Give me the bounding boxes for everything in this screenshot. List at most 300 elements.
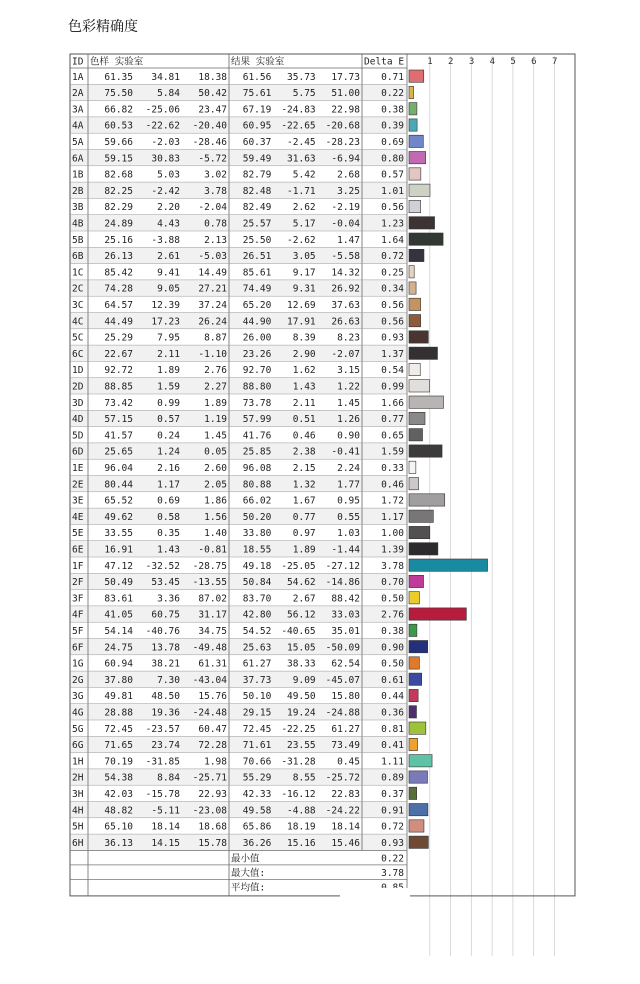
cell-sample-value: 1.40 xyxy=(204,528,227,540)
cell-result-value: -1.71 xyxy=(287,185,316,197)
cell-result-value: 75.61 xyxy=(242,88,272,100)
cell-id: 5A xyxy=(72,137,84,148)
cell-sample-value: 26.13 xyxy=(104,251,133,263)
delta-e-bar xyxy=(409,70,424,82)
cell-sample-value: 25.29 xyxy=(104,332,133,344)
cell-result-value: 0.95 xyxy=(337,495,360,507)
cell-sample-value: 1.17 xyxy=(157,479,180,491)
cell-sample-value: 0.99 xyxy=(157,397,180,409)
cell-result-value: 60.37 xyxy=(242,137,272,148)
cell-delta-e: 0.50 xyxy=(381,658,404,670)
cell-id: 3B xyxy=(72,202,84,214)
cell-result-value: 9.17 xyxy=(292,267,316,279)
cell-delta-e: 0.93 xyxy=(381,332,404,344)
cell-sample-value: 22.67 xyxy=(104,348,133,360)
cell-sample-value: 96.04 xyxy=(104,463,133,474)
cell-result-value: -2.19 xyxy=(331,202,360,214)
cell-result-value: 70.66 xyxy=(242,756,272,768)
cell-sample-value: 49.62 xyxy=(104,511,133,523)
cell-result-value: 92.70 xyxy=(242,365,272,377)
delta-e-bar xyxy=(409,478,419,490)
cell-sample-value: -20.40 xyxy=(192,120,227,132)
cell-delta-e: 0.70 xyxy=(381,577,404,589)
cell-result-value: 62.54 xyxy=(331,658,360,670)
delta-e-bar xyxy=(409,445,442,457)
cell-sample-value: -40.76 xyxy=(145,626,180,637)
scale-tick-label: 2 xyxy=(448,57,454,67)
cell-result-value: -6.94 xyxy=(331,153,360,165)
cell-result-value: 44.90 xyxy=(242,316,272,328)
cell-result-value: 88.80 xyxy=(242,381,272,393)
cell-result-value: 49.18 xyxy=(242,560,272,572)
cell-result-value: 8.55 xyxy=(292,772,316,784)
cell-result-value: 1.03 xyxy=(337,528,360,540)
cell-id: 5F xyxy=(72,626,84,637)
header-sample: 色样 实验室 xyxy=(90,56,144,68)
delta-e-bar xyxy=(409,543,438,555)
cell-id: 6F xyxy=(72,642,84,654)
cell-sample-value: -49.48 xyxy=(192,642,227,654)
cell-result-value: 12.69 xyxy=(287,300,316,311)
cell-result-value: 14.32 xyxy=(331,267,360,279)
cell-delta-e: 0.61 xyxy=(381,674,404,686)
delta-e-bar xyxy=(409,526,430,538)
cell-sample-value: 1.89 xyxy=(204,397,227,409)
delta-e-bar xyxy=(409,380,430,392)
cell-sample-value: 1.56 xyxy=(204,511,227,523)
cell-sample-value: 61.35 xyxy=(104,71,133,83)
cell-delta-e: 0.25 xyxy=(381,267,404,279)
cell-id: 4H xyxy=(72,805,84,817)
cell-sample-value: 59.15 xyxy=(104,153,133,165)
cell-result-value: 74.49 xyxy=(242,283,272,295)
cell-sample-value: 0.78 xyxy=(204,218,227,230)
cell-sample-value: 48.50 xyxy=(151,691,180,703)
cell-sample-value: 2.05 xyxy=(204,479,227,491)
delta-e-bar xyxy=(409,412,425,424)
cell-result-value: 15.16 xyxy=(287,837,316,849)
cell-id: 1C xyxy=(72,267,84,279)
cell-result-value: 65.20 xyxy=(242,300,272,311)
cell-result-value: 60.95 xyxy=(242,120,272,132)
cell-result-value: 5.75 xyxy=(292,88,316,100)
delta-e-bar xyxy=(409,200,421,212)
page-title: 色彩精确度 xyxy=(68,19,138,35)
cell-sample-value: 8.84 xyxy=(157,772,180,784)
cell-sample-value: 15.78 xyxy=(198,837,227,849)
cell-sample-value: 42.03 xyxy=(104,789,133,800)
cell-result-value: 80.88 xyxy=(242,479,272,491)
delta-e-bar xyxy=(409,103,417,115)
cell-sample-value: 22.93 xyxy=(198,789,227,800)
cell-id: 5G xyxy=(72,723,84,735)
cell-sample-value: 25.65 xyxy=(104,446,133,458)
cell-sample-value: 85.42 xyxy=(104,267,133,279)
cell-result-value: 41.76 xyxy=(242,430,272,442)
cell-sample-value: 14.15 xyxy=(151,837,180,849)
cell-result-value: 42.80 xyxy=(242,609,272,621)
cell-sample-value: 1.43 xyxy=(157,544,180,556)
cell-result-value: 25.63 xyxy=(242,642,272,654)
cell-result-value: 2.15 xyxy=(292,463,316,474)
cell-result-value: 22.83 xyxy=(331,789,360,800)
delta-e-bar xyxy=(409,282,416,294)
cell-sample-value: -0.81 xyxy=(198,544,227,556)
cell-delta-e: 0.56 xyxy=(381,316,404,328)
cell-sample-value: -23.57 xyxy=(145,723,180,735)
cell-sample-value: 24.75 xyxy=(104,642,133,654)
cell-delta-e: 0.38 xyxy=(381,104,404,116)
cell-sample-value: 1.86 xyxy=(204,495,227,507)
delta-e-bar xyxy=(409,266,414,278)
cell-delta-e: 0.54 xyxy=(381,365,404,377)
cell-result-value: -0.41 xyxy=(331,446,360,458)
cell-result-value: -2.45 xyxy=(287,137,316,148)
cell-result-value: 82.79 xyxy=(242,169,272,181)
cell-result-value: 3.25 xyxy=(337,185,360,197)
cell-sample-value: 65.52 xyxy=(104,495,133,507)
cell-id: 3D xyxy=(72,397,84,409)
cell-result-value: 9.09 xyxy=(292,674,316,686)
cell-sample-value: 5.84 xyxy=(157,88,180,100)
delta-e-bar xyxy=(409,119,417,131)
cell-sample-value: -25.06 xyxy=(145,104,180,116)
summary-label: 最大值: xyxy=(231,867,266,879)
cell-result-value: 2.38 xyxy=(292,446,316,458)
cell-sample-value: 61.31 xyxy=(198,658,227,670)
delta-e-bar xyxy=(409,298,421,310)
cell-sample-value: 2.60 xyxy=(204,463,227,474)
cell-id: 6H xyxy=(72,837,84,849)
cell-sample-value: 82.68 xyxy=(104,169,133,181)
cell-id: 1E xyxy=(72,463,84,474)
delta-e-bar xyxy=(409,396,443,408)
cell-sample-value: 13.78 xyxy=(151,642,180,654)
cell-sample-value: -31.85 xyxy=(145,756,180,768)
cell-delta-e: 1.17 xyxy=(381,511,404,523)
delta-e-bar xyxy=(409,184,430,196)
cell-result-value: 50.20 xyxy=(242,511,272,523)
cell-result-value: -31.28 xyxy=(281,756,316,768)
summary-value: 0.22 xyxy=(381,853,404,865)
cell-id: 6B xyxy=(72,251,84,263)
delta-e-bar xyxy=(409,494,445,506)
cell-sample-value: -1.10 xyxy=(198,348,227,360)
cell-result-value: 61.56 xyxy=(242,71,272,83)
cell-sample-value: 60.53 xyxy=(104,120,133,132)
cell-sample-value: 1.24 xyxy=(157,446,180,458)
cell-delta-e: 1.11 xyxy=(381,756,404,768)
delta-e-bar xyxy=(409,559,488,571)
cell-id: 5D xyxy=(72,430,84,442)
cell-result-value: 1.77 xyxy=(337,479,360,491)
cell-result-value: 3.15 xyxy=(337,365,360,377)
cell-sample-value: -15.78 xyxy=(145,789,180,800)
cell-sample-value: 16.91 xyxy=(104,544,133,556)
cell-sample-value: 23.74 xyxy=(151,740,180,752)
cell-result-value: 19.24 xyxy=(287,707,316,719)
delta-e-bar xyxy=(409,771,427,783)
cell-result-value: -24.88 xyxy=(325,707,360,719)
cell-sample-value: -2.42 xyxy=(151,185,180,197)
cell-id: 4G xyxy=(72,707,84,719)
cell-sample-value: 66.82 xyxy=(104,104,133,116)
cell-result-value: 33.03 xyxy=(331,609,360,621)
cell-result-value: 0.77 xyxy=(292,511,316,523)
delta-e-bar xyxy=(409,787,417,799)
scale-tick-label: 6 xyxy=(531,57,537,67)
cell-sample-value: 82.29 xyxy=(104,202,133,214)
cell-sample-value: 2.76 xyxy=(204,365,227,377)
scale-tick-label: 1 xyxy=(427,57,433,67)
delta-e-bar xyxy=(409,168,421,180)
cell-delta-e: 0.81 xyxy=(381,723,404,735)
cell-result-value: 73.49 xyxy=(331,740,360,752)
cell-result-value: 15.46 xyxy=(331,837,360,849)
cell-sample-value: 57.15 xyxy=(104,414,133,426)
cell-result-value: 18.14 xyxy=(331,821,360,833)
cell-delta-e: 1.01 xyxy=(381,185,404,197)
cell-sample-value: 5.03 xyxy=(157,169,180,181)
cell-result-value: 71.61 xyxy=(242,740,272,752)
cell-sample-value: 28.88 xyxy=(104,707,133,719)
cell-result-value: 72.45 xyxy=(242,723,272,735)
cell-delta-e: 0.37 xyxy=(381,789,404,800)
delta-e-bar xyxy=(409,152,426,164)
cell-sample-value: 8.87 xyxy=(204,332,227,344)
cell-id: 2C xyxy=(72,283,84,295)
cell-sample-value: 48.82 xyxy=(104,805,133,817)
cell-delta-e: 0.93 xyxy=(381,837,404,849)
cell-sample-value: -28.46 xyxy=(192,137,227,148)
cell-sample-value: 9.41 xyxy=(157,267,180,279)
cell-delta-e: 0.39 xyxy=(381,120,404,132)
cell-id: 2F xyxy=(72,577,84,589)
scale-tick-label: 5 xyxy=(510,57,516,67)
cell-sample-value: 34.75 xyxy=(198,626,227,637)
cell-result-value: -25.72 xyxy=(325,772,360,784)
cell-result-value: 8.23 xyxy=(337,332,360,344)
cell-sample-value: 47.12 xyxy=(104,560,133,572)
cell-sample-value: 33.55 xyxy=(104,528,133,540)
cell-sample-value: 2.20 xyxy=(157,202,180,214)
delta-e-bar xyxy=(409,510,433,522)
delta-e-bar xyxy=(409,429,423,441)
cell-result-value: 82.48 xyxy=(242,185,272,197)
cell-delta-e: 0.91 xyxy=(381,805,404,817)
cell-delta-e: 0.34 xyxy=(381,283,404,295)
cell-sample-value: 1.59 xyxy=(157,381,180,393)
cell-result-value: 18.19 xyxy=(287,821,316,833)
cell-sample-value: 60.94 xyxy=(104,658,133,670)
cell-id: 3F xyxy=(72,593,84,605)
cell-sample-value: -5.11 xyxy=(151,805,180,817)
cell-sample-value: 2.16 xyxy=(157,463,180,474)
cell-sample-value: 37.24 xyxy=(198,300,227,311)
cell-id: 1B xyxy=(72,169,84,181)
cell-result-value: 2.90 xyxy=(292,348,316,360)
cell-sample-value: -2.03 xyxy=(151,137,180,148)
cell-delta-e: 0.50 xyxy=(381,593,404,605)
cell-id: 1D xyxy=(72,365,84,377)
cell-delta-e: 0.36 xyxy=(381,707,404,719)
cell-id: 2H xyxy=(72,772,84,784)
cell-result-value: 1.32 xyxy=(292,479,316,491)
cell-sample-value: 3.02 xyxy=(204,169,227,181)
cell-delta-e: 0.44 xyxy=(381,691,404,703)
cell-result-value: 17.73 xyxy=(331,71,360,83)
cell-delta-e: 1.59 xyxy=(381,446,404,458)
cell-result-value: 0.51 xyxy=(292,414,316,426)
scale-tick-label: 4 xyxy=(489,57,496,67)
cell-sample-value: 18.68 xyxy=(198,821,227,833)
cell-sample-value: 34.81 xyxy=(151,71,180,83)
cell-result-value: 17.91 xyxy=(287,316,316,328)
cell-result-value: 96.08 xyxy=(242,463,272,474)
delta-e-bar xyxy=(409,738,418,750)
cell-sample-value: -22.62 xyxy=(145,120,180,132)
cell-result-value: 37.73 xyxy=(242,674,272,686)
cell-result-value: -14.86 xyxy=(325,577,360,589)
cell-result-value: 1.22 xyxy=(337,381,360,393)
cell-sample-value: 54.14 xyxy=(104,626,133,637)
cell-id: 2A xyxy=(72,88,84,100)
cell-result-value: 26.00 xyxy=(242,332,272,344)
cell-sample-value: 83.61 xyxy=(104,593,133,605)
cell-sample-value: 82.25 xyxy=(104,185,133,197)
cell-sample-value: 24.89 xyxy=(104,218,133,230)
delta-e-bar xyxy=(409,836,428,848)
cell-result-value: 0.45 xyxy=(337,756,360,768)
cell-sample-value: 0.24 xyxy=(157,430,180,442)
cell-result-value: -2.07 xyxy=(331,348,360,360)
cell-delta-e: 1.00 xyxy=(381,528,404,540)
cell-result-value: 49.58 xyxy=(242,805,272,817)
cell-sample-value: 17.23 xyxy=(151,316,180,328)
cell-result-value: 65.86 xyxy=(242,821,272,833)
cell-id: 2E xyxy=(72,479,84,491)
cell-result-value: 61.27 xyxy=(242,658,272,670)
cell-sample-value: 1.45 xyxy=(204,430,227,442)
cell-id: 4D xyxy=(72,414,84,426)
cell-result-value: -20.68 xyxy=(325,120,360,132)
cell-sample-value: 1.98 xyxy=(204,756,227,768)
delta-e-bar xyxy=(409,347,437,359)
cell-id: 4B xyxy=(72,218,84,230)
cell-id: 2B xyxy=(72,185,84,197)
cell-sample-value: -13.55 xyxy=(192,577,227,589)
cell-result-value: 1.26 xyxy=(337,414,360,426)
cell-sample-value: 31.17 xyxy=(198,609,227,621)
cell-sample-value: 15.76 xyxy=(198,691,227,703)
cell-result-value: 59.49 xyxy=(242,153,272,165)
cell-sample-value: 1.89 xyxy=(157,365,180,377)
cell-sample-value: 74.28 xyxy=(104,283,133,295)
cell-result-value: 1.89 xyxy=(292,544,316,556)
cell-result-value: 9.31 xyxy=(292,283,316,295)
cell-result-value: 18.55 xyxy=(242,544,272,556)
cell-result-value: 25.85 xyxy=(242,446,272,458)
cell-id: 4F xyxy=(72,609,84,621)
cell-sample-value: 92.72 xyxy=(104,365,133,377)
cell-result-value: 1.67 xyxy=(292,495,316,507)
cell-id: 3E xyxy=(72,495,84,507)
cell-delta-e: 0.41 xyxy=(381,740,404,752)
cell-id: 6D xyxy=(72,446,84,458)
delta-e-bar xyxy=(409,217,435,229)
summary-label: 平均值: xyxy=(231,882,266,894)
cell-sample-value: 49.81 xyxy=(104,691,133,703)
cell-sample-value: -25.71 xyxy=(192,772,227,784)
cell-id: 6A xyxy=(72,153,84,165)
cell-result-value: 36.26 xyxy=(242,837,272,849)
cell-result-value: 37.63 xyxy=(331,300,360,311)
cell-sample-value: 41.05 xyxy=(104,609,133,621)
cell-result-value: 1.47 xyxy=(337,234,360,246)
cell-sample-value: -43.04 xyxy=(192,674,227,686)
cell-id: 3A xyxy=(72,104,84,116)
scale-tick-label: 7 xyxy=(551,57,558,67)
cell-sample-value: -2.04 xyxy=(198,202,227,214)
cell-delta-e: 0.80 xyxy=(381,153,404,165)
cell-result-value: -4.88 xyxy=(287,805,316,817)
cell-sample-value: 38.21 xyxy=(151,658,180,670)
cell-result-value: 5.42 xyxy=(292,169,316,181)
cell-delta-e: 1.64 xyxy=(381,234,404,246)
cell-sample-value: 19.36 xyxy=(151,707,180,719)
cell-sample-value: 14.49 xyxy=(198,267,227,279)
delta-e-bar xyxy=(409,673,422,685)
cell-result-value: 26.92 xyxy=(331,283,360,295)
cell-sample-value: 54.38 xyxy=(104,772,133,784)
cell-sample-value: 2.11 xyxy=(157,348,180,360)
cell-result-value: 50.10 xyxy=(242,691,272,703)
cell-result-value: 54.62 xyxy=(287,577,316,589)
cell-result-value: -1.44 xyxy=(331,544,360,556)
cell-result-value: 1.62 xyxy=(292,365,316,377)
cell-delta-e: 0.56 xyxy=(381,300,404,311)
cell-sample-value: 2.61 xyxy=(157,251,180,263)
cell-result-value: 54.52 xyxy=(242,626,272,637)
cell-sample-value: -5.72 xyxy=(198,153,227,165)
summary-label: 最小值 xyxy=(231,853,260,865)
cell-sample-value: 87.02 xyxy=(198,593,227,605)
cell-result-value: 22.98 xyxy=(331,104,360,116)
cell-result-value: 3.05 xyxy=(292,251,316,263)
cell-result-value: -27.12 xyxy=(325,560,360,572)
cell-id: 1F xyxy=(72,560,84,572)
cell-sample-value: 65.10 xyxy=(104,821,133,833)
cell-id: 5C xyxy=(72,332,84,344)
cell-delta-e: 0.69 xyxy=(381,137,404,148)
delta-e-bar xyxy=(409,461,416,473)
delta-e-bar xyxy=(409,331,428,343)
cell-id: 1G xyxy=(72,658,84,670)
cell-sample-value: 26.24 xyxy=(198,316,227,328)
delta-e-bar xyxy=(409,641,428,653)
cell-sample-value: 37.80 xyxy=(104,674,133,686)
cell-result-value: 25.50 xyxy=(242,234,272,246)
cell-result-value: 66.02 xyxy=(242,495,272,507)
cell-sample-value: 36.13 xyxy=(104,837,133,849)
cell-sample-value: 4.43 xyxy=(157,218,180,230)
cell-result-value: 1.45 xyxy=(337,397,360,409)
cell-result-value: 2.24 xyxy=(337,463,360,474)
cell-result-value: 51.00 xyxy=(331,88,360,100)
cell-result-value: 0.97 xyxy=(292,528,316,540)
delta-e-bar xyxy=(409,575,424,587)
cell-sample-value: 3.36 xyxy=(157,593,180,605)
